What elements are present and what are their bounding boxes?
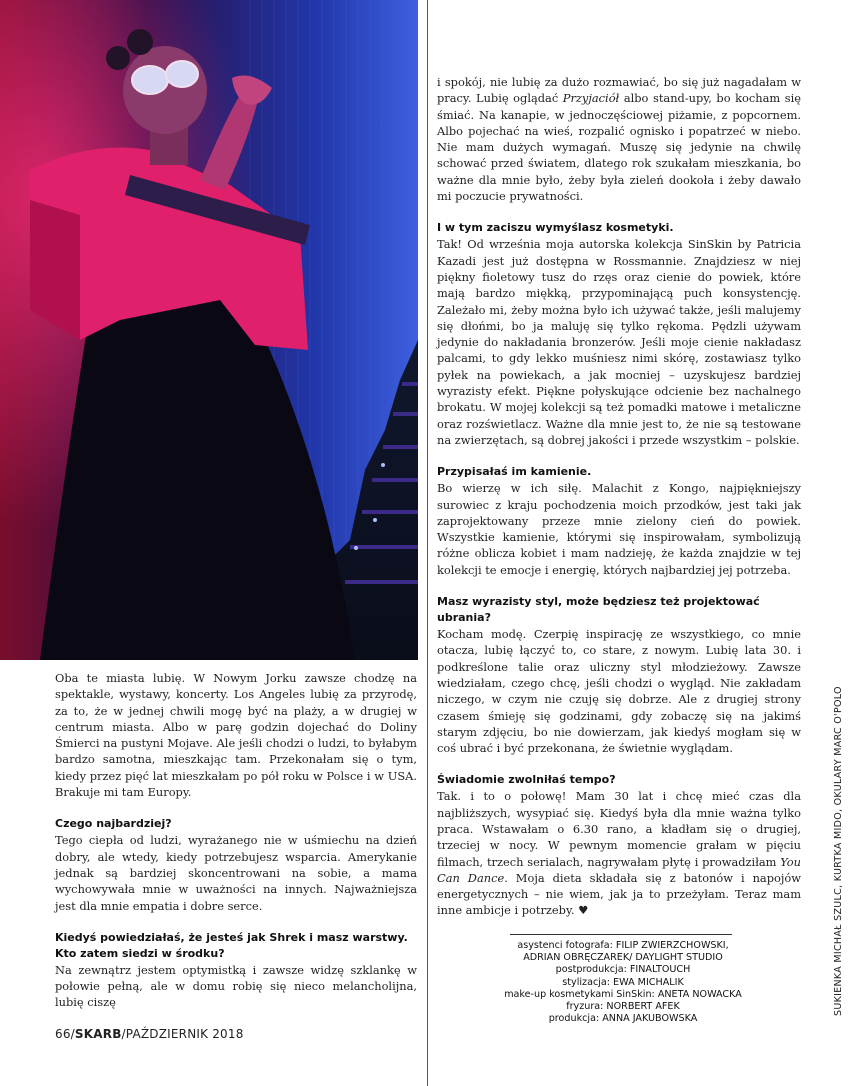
answer-1: Tego ciepła od ludzi, wyrażanego nie w uśmiechu na dzień dobry, ale wtedy, kiedy potrzebujesz wsparcia. Amerykanie jednak są bardziej skoncentrowani na sobie, a mama wychowywała mnie w uważności na innych. Najważniejsza jest dla mnie empatia i dobre serce. xyxy=(55,833,417,913)
question-4: Przypisałaś im kamienie. xyxy=(437,465,592,479)
left-column xyxy=(55,670,417,1011)
answer-2-start: Na zewnątrz jestem optymistką i zawsze widzę szklankę w połowie pełną, ale w domu robię się nieco melancholijna, lubię ciszę xyxy=(55,962,417,1010)
answer-4: Bo wierzę w ich siłę. Malachit z Kongo, najpiękniejszy surowiec z kraju pochodzenia moich przodków, jest taki jak zaprojektowany przeze mnie zielony cień do powiek. Wszystkie kamienie, którymi się inspirowałam, symbolizują różne oblicza kobiet i mam nadzieję, że każda znajdzie w tej kolekcji te emocje i energię, których najbardziej jej potrzeba. xyxy=(437,481,801,577)
answer-6 xyxy=(437,788,801,918)
page-footer xyxy=(55,1027,244,1041)
show-title: Przyjaciół xyxy=(562,91,620,106)
paragraph-text: i spokój, nie lubię za dużo rozmawiać, bo się już nagadałam w pracy. Lubię oglądać xyxy=(437,75,801,106)
fashion-photo-illustration xyxy=(0,0,418,660)
answer-5: Kocham modę. Czerpię inspirację ze wszystkiego, co mnie otacza, lubię łączyć to, co stare, z nowym. Lubię lata 30. i podkreślone talie oraz uliczny styl młodzieżowy. Zawsze wiedziałam, czego chcę, jeśli chodzi o wygląd. Nie zakładam niczego, w czym nie czuję się dobrze. Ale z drugiej strony czasem śmieję się godzinami, gdy zobaczę się na jakimś starym zdjęciu, bo nie dowierzam, jak kiedyś mogłam się w coś ubrać i być przekonana, że świetnie wyglądam. xyxy=(437,627,801,756)
photo xyxy=(0,0,418,660)
credit-line: ADRIAN OBRĘCZAREK/ DAYLIGHT STUDIO xyxy=(523,952,723,964)
question-3: I w tym zaciszu wymyślasz kosmetyki. xyxy=(437,221,674,235)
credit-line: fryzura: NORBERT AFEK xyxy=(566,1001,680,1013)
paragraph-text: albo stand-upy, bo kocham się śmiać. Na kanapie, w jednoczęściowej piżamie, z popcornem. Albo pojechać na wieś, rozpalić ognisko i popatrzeć w niebo. Nie mam dużych wymagań. Muszę się jedynie na chwilę schować przed światem, dlatego rok szukałam mieszkania, bo ważne dla mnie było, żeby była zieleń dookoła i żeby dawało mi poczucie prywatności. xyxy=(437,91,801,204)
issue-date: /PAŹDZIERNIK 2018 xyxy=(121,1027,244,1041)
question-2-line-2: Kto zatem siedzi w środku? xyxy=(55,946,225,960)
answer-3: Tak! Od września moja autorska kolekcja SinSkin by Patricia Kazadi jest już dostępna w Rossmannie. Znajdziesz w niej piękny fioletowy tusz do rzęs oraz cienie do powiek, które mają bardzo miękką, przypominającą puch konsystencję. Zależało mi, żeby można było ich używać także, jeśli malujemy się dłońmi, bo ja maluję się tylko rękoma. Pędzli używam jedynie do nakładania bronzerów. Jeśli moje cienie nakładasz palcami, to gdy lekko muśniesz nimi skórę, zostawiasz tylko pyłek na powiekach, a jak mocniej – uzyskujesz bardziej wyrazisty efekt. Piękne połyskujące odcienie bez nachalnego brokatu. W mojej kolekcji są też pomadki matowe i metaliczne oraz rozświetlacz. Ważne dla mnie jest to, że nie są testowane na zwierzętach, są dobrej jakości i przede wszystkim – polskie. xyxy=(437,237,801,447)
paragraph-cities: Oba te miasta lubię. W Nowym Jorku zawsze chodzę na spektakle, wystawy, koncerty. Los Angeles lubię za przyrodę, za to, że w jednej chwili mogę być na plaży, a w drugiej w centrum miasta. Albo w parę godzin dojechać do Doliny Śmierci na pustyni Mojave. Ale jeśli chodzi o ludzi, to byłabym bardzo samotna, mieszkając tam. Przekonałam się o tym, kiedy przez pięć lat mieszkałam po pół roku w Polsce i w USA. Brakuje mi tam Europy. xyxy=(55,671,417,800)
magazine-name: SKARB xyxy=(74,1027,122,1041)
credits-divider xyxy=(510,934,732,935)
credit-line: asystenci fotografa: FILIP ZWIERZCHOWSKI, xyxy=(517,940,729,951)
paragraph-continuation xyxy=(437,74,801,204)
question-6: Świadomie zwolniłaś tempo? xyxy=(437,773,616,787)
photo-credits xyxy=(468,940,778,1025)
right-column xyxy=(437,74,801,919)
credit-line: postprodukcja: FINALTOUCH xyxy=(555,964,691,976)
credit-line: produkcja: ANNA JAKUBOWSKA xyxy=(548,1013,698,1025)
heart-icon: ♥ xyxy=(578,903,589,918)
page-number: 66/ xyxy=(55,1027,75,1041)
question-2-line-1: Kiedyś powiedziałaś, że jesteś jak Shrek i masz warstwy. xyxy=(55,930,408,944)
column-divider xyxy=(427,0,428,1086)
question-1: Czego najbardziej? xyxy=(55,817,172,831)
credit-line: stylizacja: EWA MICHALIK xyxy=(562,976,684,988)
answer-text: . Moja dieta składała się z batonów i napojów energetycznych – nie wiem, jak ja to przeżyłam. Teraz mam inne ambicje i potrzeby. xyxy=(437,870,802,918)
question-5: Masz wyrazisty styl, może będziesz też projektować ubrania? xyxy=(437,595,760,625)
answer-text: Tak. i to o połowę! Mam 30 lat i chcę mieć czas dla najbliższych, wysypiać się. Kiedyś była dla mnie ważna tylko praca. Wstawałam o 6.30 rano, a kładłam się o drugiej, trzeciej w nocy. W pewnym momencie grałam w pięciu filmach, trzech serialach, nagrywałam płytę i prowadziłam xyxy=(437,789,801,869)
credit-line: make-up kosmetykami SinSkin: ANETA NOWACKA xyxy=(504,988,742,1000)
show-title: You Can Dance xyxy=(437,854,801,885)
fashion-credit: SUKIENKA MICHAŁ SZULC, KURTKA MIDO, OKULARY MARC O'POLO xyxy=(833,686,844,1016)
